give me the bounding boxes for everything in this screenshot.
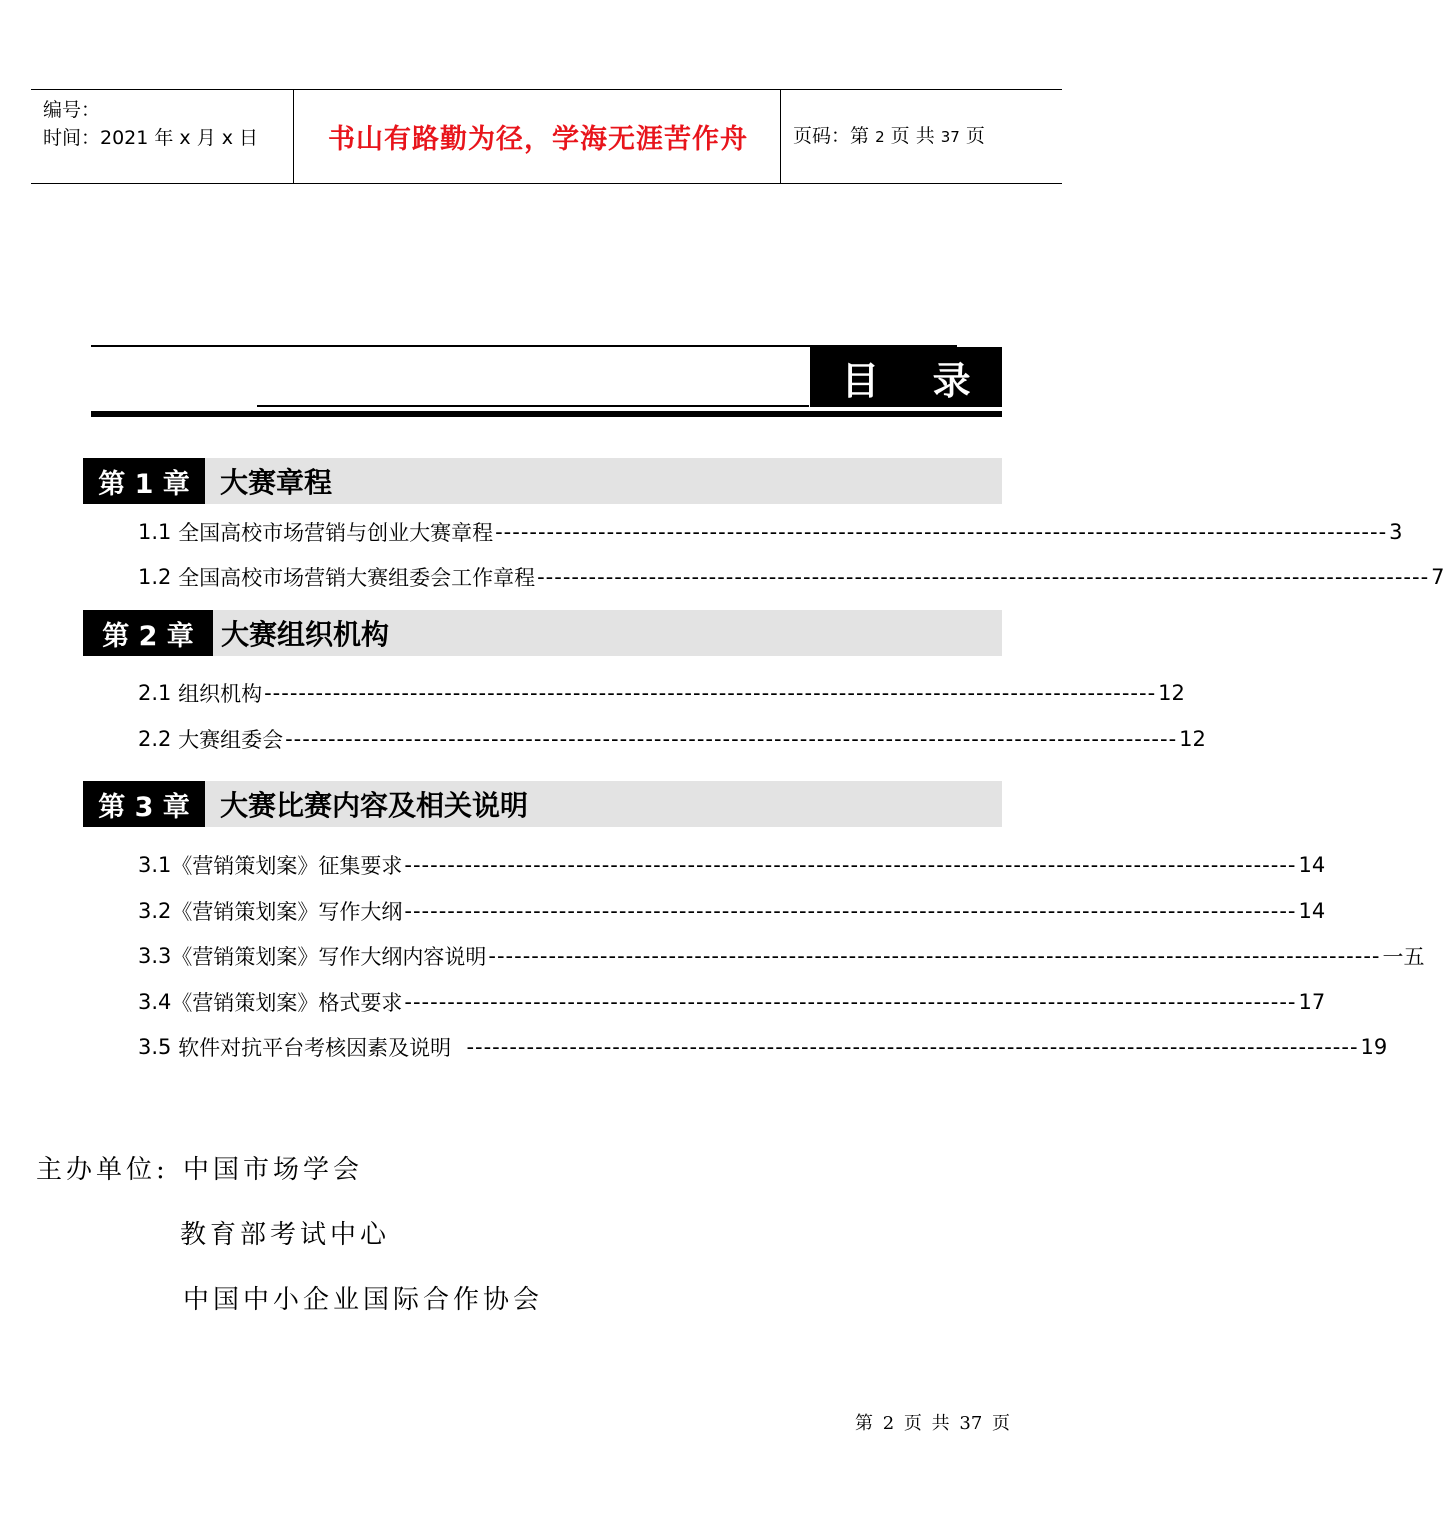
entry-title: 全国高校市场营销大赛组委会工作章程 <box>178 566 536 590</box>
toc-entry[interactable] <box>138 562 1445 592</box>
header-divider <box>293 90 294 183</box>
header-page-number <box>793 122 985 151</box>
entry-page: 17 <box>1298 990 1326 1014</box>
chapter-badge: 第 3 章 <box>83 781 205 827</box>
entry-leader: -------------------------------------------------------------------------------------------------------- <box>404 853 1297 877</box>
chapter-heading[interactable] <box>83 458 1002 504</box>
entry-leader: -------------------------------------------------------------------------------------------------------- <box>404 899 1297 923</box>
entry-title: 《营销策划案》写作大纲内容说明 <box>171 945 487 969</box>
toc-entry[interactable] <box>138 941 1425 971</box>
header-meta <box>43 96 258 152</box>
page-footer <box>855 1409 1010 1435</box>
entry-title: 全国高校市场营销与创业大赛章程 <box>178 521 494 545</box>
entry-page: 19 <box>1360 1035 1388 1059</box>
organizer-item: 中国中小企业国际合作协会 <box>183 1285 544 1315</box>
footer-page: 2 <box>882 1413 895 1434</box>
entry-number: 1.2 <box>138 565 172 589</box>
toc-title: 目 录 <box>810 347 1002 407</box>
page-suffix: 页 <box>965 125 985 147</box>
entry-number: 1.1 <box>138 520 172 544</box>
entry-number: 3.5 <box>138 1035 172 1059</box>
toc-rule-bottom <box>91 411 1002 417</box>
page-header <box>31 89 1062 184</box>
footer-total: 37 <box>959 1413 983 1434</box>
entry-page: 3 <box>1389 520 1403 544</box>
entry-page: 7 <box>1431 565 1445 589</box>
toc-entry[interactable] <box>138 987 1326 1017</box>
footer-mid: 页 共 <box>903 1413 950 1434</box>
entry-page: 12 <box>1158 681 1185 705</box>
page-mid: 页 共 <box>890 125 935 147</box>
chapter-badge: 第 2 章 <box>83 610 213 656</box>
entry-leader: -------------------------------------------------------------------------------------------------------- <box>488 944 1381 968</box>
entry-leader: -------------------------------------------------------------------------------------------------------- <box>495 520 1388 544</box>
toc-rule-middle <box>257 405 809 407</box>
organizer-item: 教育部考试中心 <box>180 1220 391 1250</box>
footer-prefix: 第 <box>855 1413 873 1434</box>
entry-number: 2.2 <box>138 727 172 751</box>
toc-entry[interactable] <box>138 678 1185 708</box>
toc-entry[interactable] <box>138 724 1206 754</box>
toc-entry[interactable] <box>138 850 1326 880</box>
entry-leader: -------------------------------------------------------------------------------------------------------- <box>285 727 1178 751</box>
entry-title: 软件对抗平台考核因素及说明 <box>178 1036 452 1060</box>
toc-entry[interactable] <box>138 517 1403 547</box>
header-motto: 书山有路勤为径，学海无涯苦作舟 <box>328 124 748 155</box>
entry-page: 12 <box>1179 727 1206 751</box>
entry-leader: -------------------------------------------------------------------------------------------------------- <box>404 990 1297 1014</box>
entry-title: 大赛组委会 <box>178 728 284 752</box>
entry-number: 3.1 <box>138 853 172 877</box>
organizers-label: 主办单位: <box>36 1155 169 1185</box>
chapter-heading[interactable] <box>83 781 1002 827</box>
footer-suffix: 页 <box>992 1413 1011 1434</box>
page-prefix: 页码：第 <box>793 125 870 147</box>
entry-page: 14 <box>1298 899 1326 923</box>
entry-page: 14 <box>1298 853 1326 877</box>
entry-title: 《营销策划案》写作大纲 <box>171 900 403 924</box>
entry-number: 2.1 <box>138 681 172 705</box>
entry-title: 《营销策划案》征集要求 <box>171 854 403 878</box>
document-number-label: 编号： <box>43 99 101 121</box>
toc-entry[interactable] <box>138 896 1326 926</box>
entry-leader: -------------------------------------------------------------------------------------------------------- <box>264 681 1157 705</box>
entry-leader: -------------------------------------------------------------------------------------------------------- <box>537 565 1430 589</box>
entry-title: 《营销策划案》格式要求 <box>171 991 403 1015</box>
entry-number: 3.3 <box>138 944 172 968</box>
chapter-title: 大赛章程 <box>220 466 333 499</box>
chapter-heading[interactable] <box>83 610 1002 656</box>
chapter-badge: 第 1 章 <box>83 458 205 504</box>
document-time: 时间：2021 年 x 月 x 日 <box>43 127 259 149</box>
organizer-item: 中国市场学会 <box>183 1155 364 1185</box>
toc-entry[interactable] <box>138 1032 1388 1062</box>
entry-title: 组织机构 <box>178 682 263 706</box>
page-current: 2 <box>875 128 885 146</box>
entry-number: 3.2 <box>138 899 172 923</box>
entry-page: 一五 <box>1382 945 1425 969</box>
entry-leader: -------------------------------------------------------------------------------------------------------- <box>466 1035 1359 1059</box>
chapter-title: 大赛组织机构 <box>221 618 390 651</box>
page-total: 37 <box>940 128 960 146</box>
entry-number: 3.4 <box>138 990 172 1014</box>
chapter-title: 大赛比赛内容及相关说明 <box>220 789 529 822</box>
